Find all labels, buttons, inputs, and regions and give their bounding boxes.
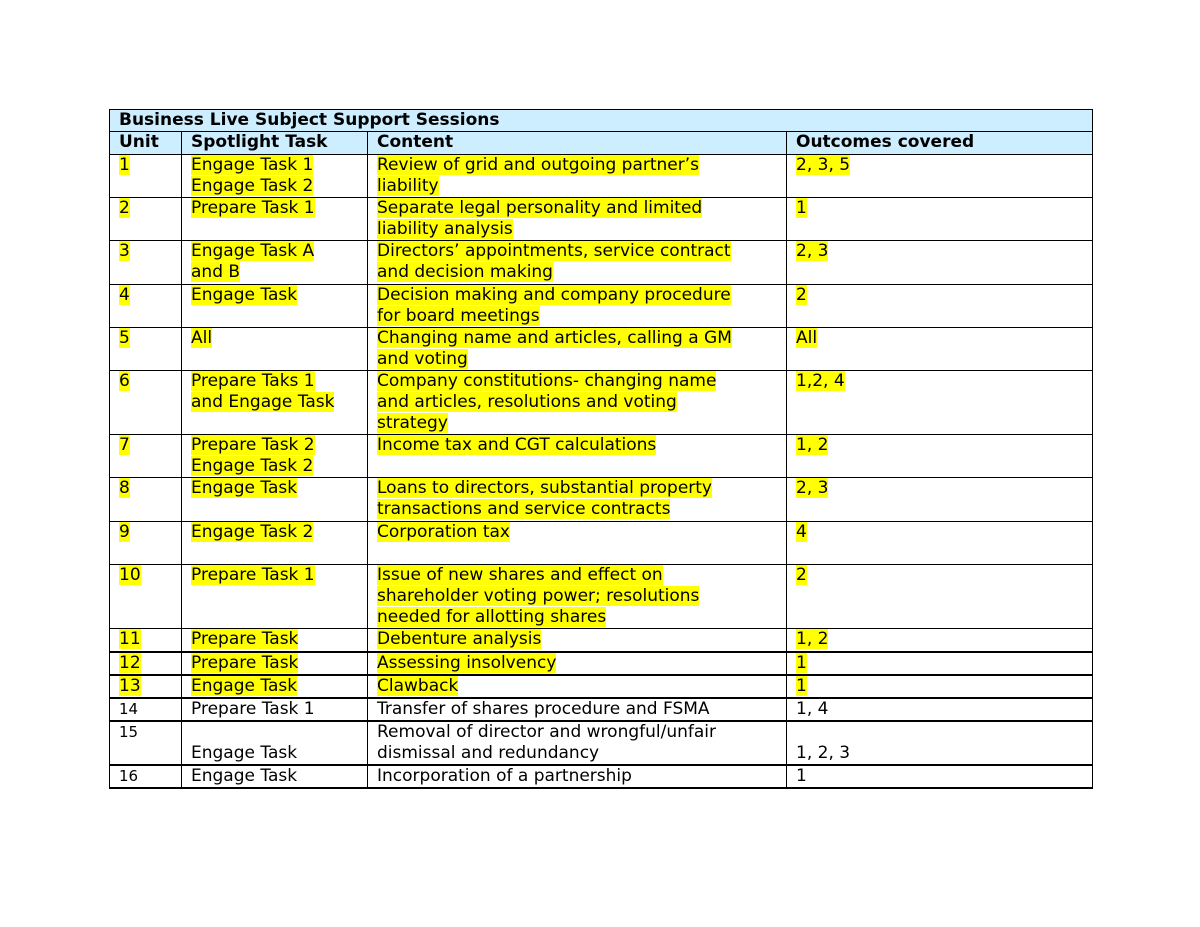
- outcomes-cell: [787, 328, 1093, 371]
- header-unit: Unit: [110, 132, 182, 155]
- header-row: [110, 132, 1093, 155]
- content-cell-line: [377, 155, 786, 176]
- content-cell-line: [377, 478, 786, 499]
- outcomes-cell-line: [796, 371, 1092, 392]
- outcomes-cell-text: 1, 2: [796, 629, 829, 649]
- task-cell-text: Prepare Task: [191, 629, 299, 649]
- content-cell-line: [377, 241, 786, 262]
- unit-cell: [110, 565, 182, 629]
- outcomes-cell-text: 1,2, 4: [796, 371, 845, 391]
- unit-cell-line: [119, 676, 181, 697]
- content-cell: [368, 675, 787, 698]
- content-cell-line: [377, 722, 786, 743]
- content-cell-text: Removal of director and wrongful/unfair: [377, 721, 717, 742]
- content-cell-text: Decision making and company procedure: [377, 285, 731, 305]
- content-cell: [368, 198, 787, 241]
- content-cell-text: liability: [377, 176, 439, 196]
- table-row: [110, 241, 1093, 285]
- unit-cell-text: 3: [119, 241, 130, 261]
- content-cell-text: Income tax and CGT calculations: [377, 435, 657, 455]
- content-cell-text: Transfer of shares procedure and FSMA: [377, 698, 710, 719]
- content-cell-line: [377, 413, 786, 434]
- content-cell-line: [377, 435, 786, 456]
- title-row: [110, 110, 1093, 132]
- task-cell-line: [191, 478, 367, 499]
- content-cell: [368, 155, 787, 198]
- header-content: Content: [368, 132, 787, 155]
- unit-cell: [110, 371, 182, 435]
- unit-cell-text: 13: [119, 675, 141, 696]
- content-cell-line: [377, 176, 786, 197]
- content-cell-text: Debenture analysis: [377, 629, 542, 649]
- table-row: [110, 285, 1093, 328]
- content-cell-line: [377, 607, 786, 628]
- content-cell-line: [377, 743, 786, 764]
- task-cell-text: All: [191, 328, 213, 348]
- content-cell-line: [377, 306, 786, 327]
- content-cell-text: Incorporation of a partnership: [377, 765, 632, 786]
- outcomes-cell-text: 1, 2, 3: [796, 742, 851, 763]
- content-cell-text: liability analysis: [377, 219, 513, 239]
- task-cell-text: Engage Task: [191, 742, 298, 763]
- outcomes-cell-text: 4: [796, 522, 807, 542]
- content-cell: [368, 285, 787, 328]
- unit-cell-text: 5: [119, 328, 130, 348]
- task-cell-line: [191, 155, 367, 176]
- task-cell-text: Engage Task: [191, 675, 298, 696]
- task-cell-line: [191, 176, 367, 197]
- content-cell-line: [377, 499, 786, 520]
- outcomes-cell: [787, 478, 1093, 522]
- outcomes-cell: [787, 765, 1093, 788]
- outcomes-cell: [787, 522, 1093, 565]
- task-cell: [182, 675, 368, 698]
- outcomes-cell: [787, 698, 1093, 721]
- task-cell-line: [191, 262, 367, 283]
- outcomes-cell-line: [796, 743, 1092, 764]
- content-cell-text: needed for allotting shares: [377, 607, 607, 627]
- task-cell: [182, 565, 368, 629]
- outcomes-cell: [787, 629, 1093, 652]
- content-cell-text: Issue of new shares and effect on: [377, 565, 663, 585]
- outcomes-cell-line: [796, 328, 1092, 349]
- task-cell-text: Engage Task 2: [191, 522, 314, 542]
- unit-cell-line: [119, 435, 181, 456]
- task-cell-line: [191, 743, 367, 764]
- task-cell-line: [191, 456, 367, 477]
- task-cell: [182, 765, 368, 788]
- task-cell-line: [191, 285, 367, 306]
- content-cell: [368, 565, 787, 629]
- task-cell: [182, 522, 368, 565]
- content-cell-text: Assessing insolvency: [377, 652, 557, 673]
- table-title: Business Live Subject Support Sessions: [110, 110, 1093, 132]
- outcomes-cell-text: 1: [796, 198, 807, 218]
- table-row: [110, 371, 1093, 435]
- unit-cell: [110, 285, 182, 328]
- content-cell: [368, 435, 787, 478]
- task-cell: [182, 328, 368, 371]
- outcomes-cell-line: [796, 198, 1092, 219]
- unit-cell-line: [119, 478, 181, 499]
- task-cell-line: [191, 676, 367, 697]
- unit-cell-text: 14: [119, 699, 139, 718]
- unit-cell-line: [119, 766, 181, 787]
- task-cell-line: [191, 198, 367, 219]
- task-cell: [182, 698, 368, 721]
- task-cell: [182, 198, 368, 241]
- task-cell: [182, 721, 368, 765]
- outcomes-cell-line: [796, 565, 1092, 586]
- task-cell-text: Prepare Task 1: [191, 698, 315, 719]
- task-cell-line: [191, 699, 367, 720]
- unit-cell-line: [119, 629, 181, 650]
- outcomes-cell-text: 2: [796, 565, 807, 585]
- task-cell-line: [191, 328, 367, 349]
- content-cell-line: [377, 676, 786, 697]
- unit-cell-line: [119, 565, 181, 586]
- outcomes-cell-line: [796, 241, 1092, 262]
- support-sessions-table: [109, 109, 1093, 789]
- task-cell: [182, 629, 368, 652]
- task-cell-text: Engage Task 2: [191, 456, 314, 476]
- task-cell-text: and Engage Task: [191, 392, 335, 412]
- unit-cell-text: 10: [119, 565, 141, 585]
- outcomes-cell-text: 1: [796, 675, 807, 696]
- task-cell-line: [191, 522, 367, 543]
- unit-cell: [110, 198, 182, 241]
- task-cell-line: [191, 371, 367, 392]
- unit-cell-text: 6: [119, 371, 130, 391]
- unit-cell-text: 8: [119, 478, 130, 498]
- content-cell: [368, 652, 787, 675]
- unit-cell-line: [119, 722, 181, 743]
- outcomes-cell-line: [796, 285, 1092, 306]
- task-cell: [182, 478, 368, 522]
- content-cell-line: [377, 371, 786, 392]
- unit-cell: [110, 155, 182, 198]
- outcomes-cell-line: [796, 653, 1092, 674]
- outcomes-cell: [787, 241, 1093, 285]
- unit-cell-text: 2: [119, 198, 130, 218]
- outcomes-cell-line: [796, 676, 1092, 697]
- content-cell: [368, 698, 787, 721]
- table-row: [110, 478, 1093, 522]
- content-cell: [368, 241, 787, 285]
- unit-cell: [110, 721, 182, 765]
- unit-cell-line: [119, 241, 181, 262]
- content-cell: [368, 478, 787, 522]
- task-cell-line: [191, 565, 367, 586]
- unit-cell-line: [119, 155, 181, 176]
- task-cell-text: Engage Task: [191, 478, 298, 498]
- content-cell: [368, 522, 787, 565]
- content-cell-line: [377, 349, 786, 370]
- task-cell: [182, 371, 368, 435]
- table-row: [110, 629, 1093, 652]
- table-row: [110, 155, 1093, 198]
- outcomes-cell-text: 1: [796, 765, 807, 786]
- content-cell: [368, 765, 787, 788]
- content-cell-line: [377, 629, 786, 650]
- content-cell-text: Review of grid and outgoing partner’s: [377, 155, 700, 175]
- content-cell: [368, 328, 787, 371]
- outcomes-cell-text: 2, 3: [796, 478, 829, 498]
- task-cell: [182, 652, 368, 675]
- content-cell-line: [377, 392, 786, 413]
- unit-cell: [110, 522, 182, 565]
- content-cell-line: [377, 653, 786, 674]
- unit-cell: [110, 675, 182, 698]
- content-cell-text: and articles, resolutions and voting: [377, 392, 677, 412]
- task-cell-text: Engage Task A: [191, 241, 315, 261]
- unit-cell: [110, 765, 182, 788]
- outcomes-cell-line: [796, 629, 1092, 650]
- table-row: [110, 721, 1093, 765]
- content-cell-text: Directors’ appointments, service contract: [377, 241, 731, 261]
- task-cell-text: Prepare Task 1: [191, 198, 315, 218]
- content-cell-text: Separate legal personality and limited: [377, 198, 703, 218]
- table-row: [110, 522, 1093, 565]
- content-cell-text: and voting: [377, 349, 468, 369]
- content-cell-text: Company constitutions- changing name: [377, 371, 717, 391]
- content-cell: [368, 629, 787, 652]
- outcomes-cell: [787, 198, 1093, 241]
- outcomes-cell-text: 1, 4: [796, 698, 829, 719]
- task-cell-line: [191, 766, 367, 787]
- outcomes-cell: [787, 652, 1093, 675]
- outcomes-cell-text: 2, 3: [796, 241, 829, 261]
- task-cell-text: Engage Task: [191, 285, 298, 305]
- task-cell-line: [191, 241, 367, 262]
- outcomes-cell-text: 1, 2: [796, 435, 829, 455]
- content-cell-line: [377, 565, 786, 586]
- table-row: [110, 565, 1093, 629]
- unit-cell-text: 7: [119, 435, 130, 455]
- outcomes-cell: [787, 285, 1093, 328]
- content-cell-text: transactions and service contracts: [377, 499, 671, 519]
- header-outcomes: Outcomes covered: [787, 132, 1093, 155]
- content-cell-text: dismissal and redundancy: [377, 742, 600, 763]
- content-cell-text: Clawback: [377, 675, 459, 696]
- content-cell-text: Corporation tax: [377, 522, 510, 542]
- task-cell-line: [191, 435, 367, 456]
- content-cell: [368, 721, 787, 765]
- table-row: [110, 435, 1093, 478]
- unit-cell: [110, 652, 182, 675]
- task-cell-line: [191, 629, 367, 650]
- unit-cell-line: [119, 328, 181, 349]
- unit-cell-text: 9: [119, 522, 130, 542]
- outcomes-cell-line: [796, 699, 1092, 720]
- outcomes-cell: [787, 155, 1093, 198]
- unit-cell-line: [119, 285, 181, 306]
- unit-cell: [110, 478, 182, 522]
- content-cell-text: Changing name and articles, calling a GM: [377, 328, 732, 348]
- task-cell-text: Engage Task 2: [191, 176, 314, 196]
- content-cell-line: [377, 586, 786, 607]
- content-cell-text: and decision making: [377, 262, 553, 282]
- header-spotlight-task: Spotlight Task: [182, 132, 368, 155]
- table-row: [110, 328, 1093, 371]
- outcomes-cell-line: [796, 435, 1092, 456]
- task-cell-text: Prepare Taks 1: [191, 371, 315, 391]
- unit-cell: [110, 698, 182, 721]
- content-cell-line: [377, 262, 786, 283]
- task-cell-text: Prepare Task 1: [191, 565, 315, 585]
- content-cell-line: [377, 198, 786, 219]
- content-cell-line: [377, 285, 786, 306]
- outcomes-cell-line: [796, 766, 1092, 787]
- task-cell: [182, 435, 368, 478]
- unit-cell: [110, 241, 182, 285]
- unit-cell-text: 11: [119, 629, 141, 649]
- task-cell: [182, 155, 368, 198]
- content-cell-line: [377, 522, 786, 543]
- unit-cell: [110, 328, 182, 371]
- content-cell-text: Loans to directors, substantial property: [377, 478, 712, 498]
- table-row: [110, 675, 1093, 698]
- outcomes-cell: [787, 371, 1093, 435]
- task-cell-text: Prepare Task: [191, 652, 299, 673]
- task-cell-text: Engage Task 1: [191, 155, 314, 175]
- outcomes-cell-text: All: [796, 328, 818, 348]
- task-cell-text: Engage Task: [191, 765, 298, 786]
- outcomes-cell-line: [796, 478, 1092, 499]
- content-cell-line: [377, 766, 786, 787]
- outcomes-cell-text: 2, 3, 5: [796, 155, 851, 175]
- outcomes-cell-line: [796, 522, 1092, 543]
- unit-cell-text: 4: [119, 285, 130, 305]
- task-cell: [182, 285, 368, 328]
- unit-cell: [110, 435, 182, 478]
- content-cell-text: strategy: [377, 413, 448, 433]
- unit-cell-line: [119, 653, 181, 674]
- unit-cell-line: [119, 699, 181, 720]
- unit-cell-line: [119, 522, 181, 543]
- unit-cell-line: [119, 198, 181, 219]
- unit-cell-text: 15: [119, 722, 139, 741]
- task-cell-line: [191, 392, 367, 413]
- unit-cell-text: 1: [119, 155, 130, 175]
- content-cell-text: for board meetings: [377, 306, 540, 326]
- table-row: [110, 198, 1093, 241]
- outcomes-cell: [787, 565, 1093, 629]
- unit-cell: [110, 629, 182, 652]
- unit-cell-text: 12: [119, 652, 141, 673]
- table-row: [110, 698, 1093, 721]
- outcomes-cell-text: 1: [796, 652, 807, 673]
- outcomes-cell: [787, 435, 1093, 478]
- table-row: [110, 652, 1093, 675]
- task-cell-text: Prepare Task 2: [191, 435, 315, 455]
- table-row: [110, 765, 1093, 788]
- outcomes-cell-line: [796, 155, 1092, 176]
- content-cell-line: [377, 699, 786, 720]
- outcomes-cell: [787, 675, 1093, 698]
- content-cell-line: [377, 219, 786, 240]
- content-cell: [368, 371, 787, 435]
- task-cell-text: and B: [191, 262, 241, 282]
- task-cell-line: [191, 653, 367, 674]
- task-cell: [182, 241, 368, 285]
- outcomes-cell: [787, 721, 1093, 765]
- content-cell-text: shareholder voting power; resolutions: [377, 586, 700, 606]
- outcomes-cell-text: 2: [796, 285, 807, 305]
- unit-cell-line: [119, 371, 181, 392]
- unit-cell-text: 16: [119, 766, 139, 785]
- content-cell-line: [377, 328, 786, 349]
